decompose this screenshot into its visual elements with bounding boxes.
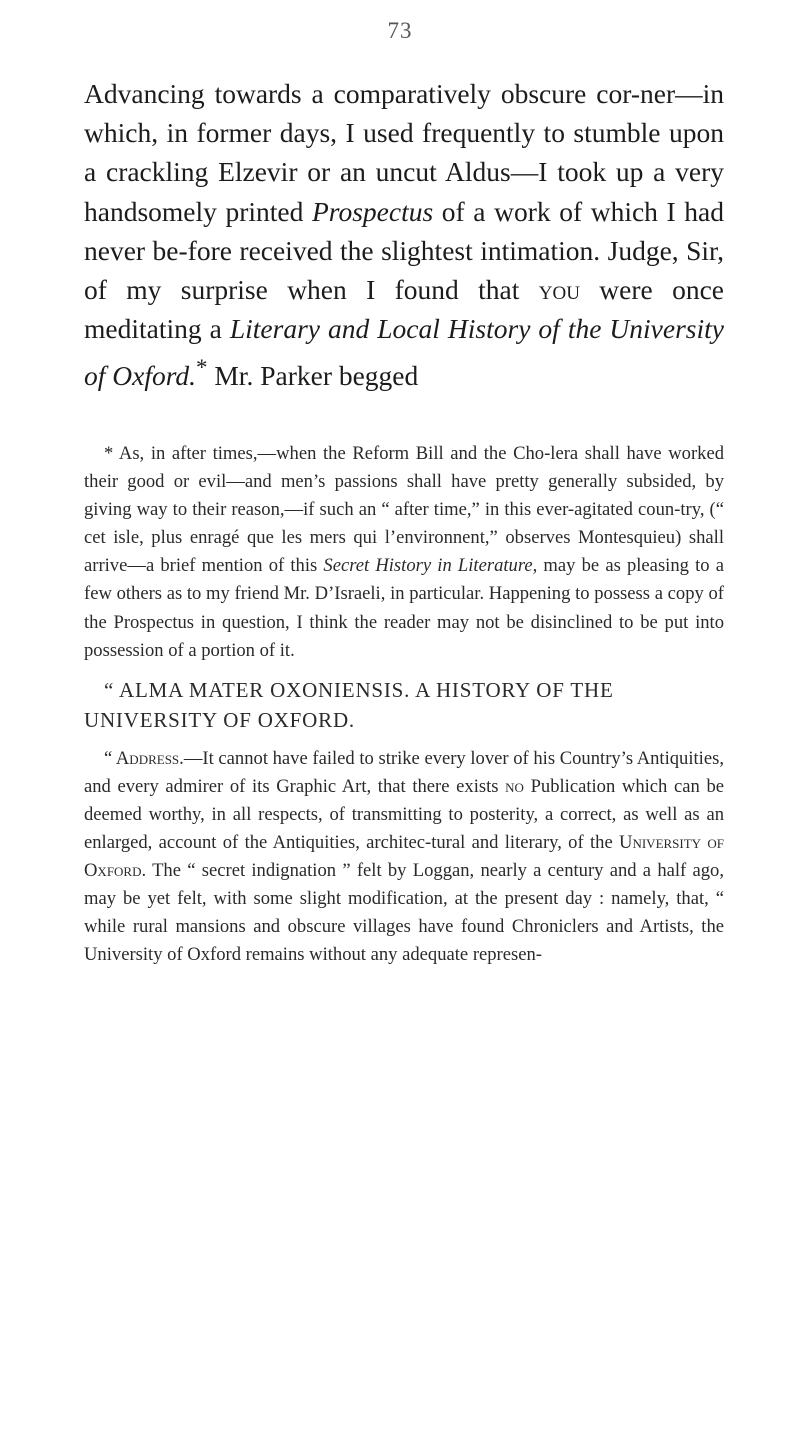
- footnote-mark: *: [196, 355, 208, 381]
- footnote-text-5: . The “ secret indignation ” felt by Loggan, nearly a century and a half ago, may be yet felt, with some slight modification, at the present day : namely, that, “ while rural mansions and obscure villages have found Chroniclers and Artists, the University of Oxford remains without any adequate represen-: [84, 860, 724, 966]
- main-text-4: Mr. Parker begged: [207, 360, 419, 392]
- prospectus-heading: “ ALMA MATER OXONIENSIS. A HISTORY OF THE UNIVERSITY OF OXFORD.: [84, 677, 614, 732]
- no-smallcaps: no: [505, 775, 524, 797]
- footnote-text-1: * As, in after times,—when the Reform Bill and the Cho-lera shall have worked their good or evil—and men’s passions shall have pretty generally subsided, by giving way to their reason,—if such an “ after time,” in this ever-agitated coun-try, (“ cet isle, plus enragé que les mers qui l’environnent,” observes Montesquieu) shall arrive—a brief mention of this: [84, 443, 724, 577]
- footnote-block: [84, 440, 724, 970]
- main-text-2: of a work of which I had never be-fore received the slightest intimation. Judge, Sir, of my surprise when I found that: [84, 195, 725, 306]
- work-title-italic: Literary and Local History of the University of Oxford.: [84, 313, 724, 392]
- main-text-3: were once meditating a: [84, 274, 725, 345]
- you-smallcaps: you: [538, 274, 580, 306]
- footnote-text-3: —It cannot have failed to strike every lover of his Country’s Antiquities, and every admirer of its Graphic Art, that there exists: [84, 747, 724, 797]
- address-label: “ Address.: [104, 747, 184, 769]
- main-text-1: Advancing towards a comparatively obscure cor-ner—in which, in former days, I used frequently to stumble upon a crackling Elzevir or an uncut Aldus—I took up a very handsomely printed: [84, 78, 724, 227]
- footnote-paragraph-2: [84, 745, 724, 970]
- university-smallcaps: University of Oxford: [84, 832, 724, 882]
- footnote-text-2: , may be as pleasing to a few others as to my friend Mr. D’Israeli, in particular. Happening to possess a copy of the Prospectus in question, I think the reader may not be disinclined to be put into possession of a portion of it.: [84, 555, 724, 661]
- footnote-text-4: Publication which can be deemed worthy, in all respects, of transmitting to posterity, a correct, as well as an enlarged, account of the Antiquities, architec-tural and literary, of the: [84, 775, 724, 854]
- footnote-italic: Secret History in Literature: [323, 555, 533, 577]
- footnote-paragraph-1: [84, 440, 724, 665]
- page-number: 73: [387, 18, 413, 43]
- prospectus-italic: Prospectus: [312, 195, 434, 227]
- main-paragraph: [84, 74, 724, 396]
